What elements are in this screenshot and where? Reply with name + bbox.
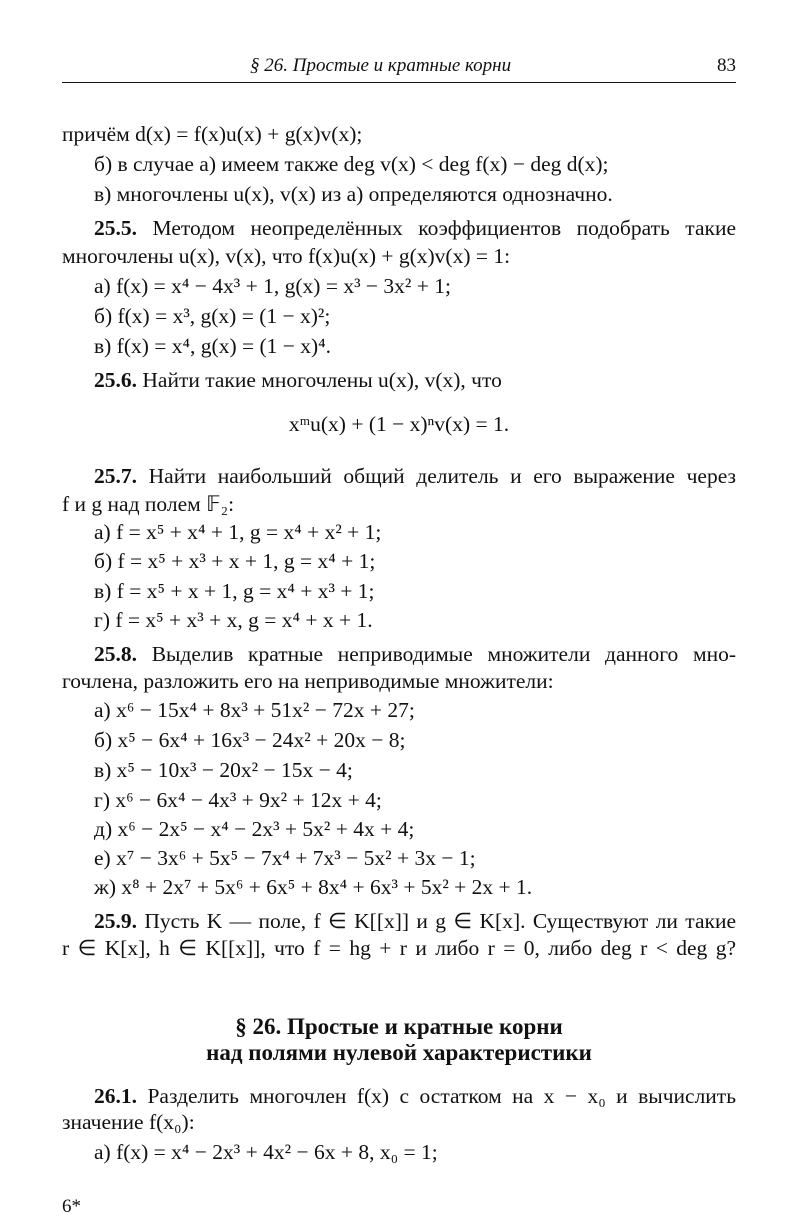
text-line: многочлены u(x), v(x), что f(x)u(x) + g(x)v(x) = 1: — [62, 244, 511, 268]
problem-number: 25.5. — [94, 216, 137, 240]
problem-number: 25.7. — [94, 464, 137, 488]
problem-25-8-line-1 — [94, 640, 736, 668]
page-number: 83 — [717, 55, 736, 76]
text-span: Найти такие многочлены u(x), v(x), что — [142, 368, 502, 392]
section-heading-line-1: § 26. Простые и кратные корни — [235, 1014, 563, 1039]
problem-25-5-line-1 — [94, 214, 736, 242]
text-line: значение f(x₀): — [62, 1110, 195, 1134]
text-span: Выделив кратные неприводимые множители данного мно- — [151, 642, 736, 666]
problem-number: 26.1. — [94, 1084, 137, 1108]
problem-25-9-line-1 — [94, 907, 736, 935]
section-heading-line-2: над полями нулевой характеристики — [206, 1040, 592, 1065]
text-line: f и g над полем 𝔽₂: — [62, 492, 235, 516]
list-item: ж) x⁸ + 2x⁷ + 5x⁶ + 6x⁵ + 8x⁴ + 6x³ + 5x² + 2x + 1. — [94, 875, 533, 899]
text-line: б) в случае а) имеем также deg v(x) < deg f(x) − deg d(x); — [94, 152, 609, 176]
list-item: а) f(x) = x⁴ − 4x³ + 1, g(x) = x³ − 3x² + 1; — [94, 274, 451, 298]
list-item: в) x⁵ − 10x³ − 20x² − 15x − 4; — [94, 758, 353, 782]
list-item: д) x⁶ − 2x⁵ − x⁴ − 2x³ + 5x² + 4x + 4; — [94, 817, 415, 841]
text-span: Пусть K — поле, f ∈ K[[x]] и g ∈ K[x]. Существуют ли такие — [144, 909, 737, 933]
problem-25-6-line — [94, 366, 768, 394]
list-item: в) f(x) = x⁴, g(x) = (1 − x)⁴. — [94, 334, 332, 358]
list-item: г) f = x⁵ + x³ + x, g = x⁴ + x + 1. — [94, 608, 373, 632]
list-item: г) x⁶ − 6x⁴ − 4x³ + 9x² + 12x + 4; — [94, 788, 382, 812]
list-item: б) x⁵ − 6x⁴ + 16x³ − 24x² + 20x − 8; — [94, 728, 406, 752]
running-header — [62, 52, 736, 83]
text-line: в) многочлены u(x), v(x) из а) определяются однозначно. — [94, 182, 613, 206]
list-item: в) f = x⁵ + x + 1, g = x⁴ + x³ + 1; — [94, 579, 375, 603]
list-item: а) x⁶ − 15x⁴ + 8x³ + 51x² − 72x + 27; — [94, 698, 415, 722]
list-item: б) f = x⁵ + x³ + x + 1, g = x⁴ + 1; — [94, 549, 376, 573]
text-line: r ∈ K[x], h ∈ K[[x]], что f = hg + r и либо r = 0, либо deg r < deg g? — [62, 936, 736, 960]
list-item: а) f = x⁵ + x⁴ + 1, g = x⁴ + x² + 1; — [94, 520, 382, 544]
display-equation: xᵐu(x) + (1 − x)ⁿv(x) = 1. — [288, 412, 510, 436]
text-span: Методом неопределённых коэффициентов подобрать такие — [152, 216, 736, 240]
list-item: е) x⁷ − 3x⁶ + 5x⁵ − 7x⁴ + 7x³ − 5x² + 3x − 1; — [94, 846, 476, 870]
list-item: б) f(x) = x³, g(x) = (1 − x)²; — [94, 304, 331, 328]
running-header-title: § 26. Простые и кратные корни — [250, 55, 512, 76]
problem-number: 25.6. — [94, 368, 137, 392]
text-span: Найти наибольший общий делитель и его выражение через — [148, 464, 736, 488]
text-line: причём d(x) = f(x)u(x) + g(x)v(x); — [62, 122, 363, 146]
text-line: гочлена, разложить его на неприводимые множители: — [62, 669, 554, 693]
footer-signature: 6* — [62, 1196, 81, 1217]
problem-25-7-line-1 — [94, 462, 736, 490]
problem-26-1-line-1 — [94, 1082, 736, 1110]
list-item: а) f(x) = x⁴ − 2x³ + 4x² − 6x + 8, x₀ = 1; — [94, 1140, 438, 1164]
problem-number: 25.9. — [94, 909, 137, 933]
text-span: Разделить многочлен f(x) с остатком на x − x₀ и вычислить — [147, 1084, 737, 1108]
problem-number: 25.8. — [94, 642, 137, 666]
